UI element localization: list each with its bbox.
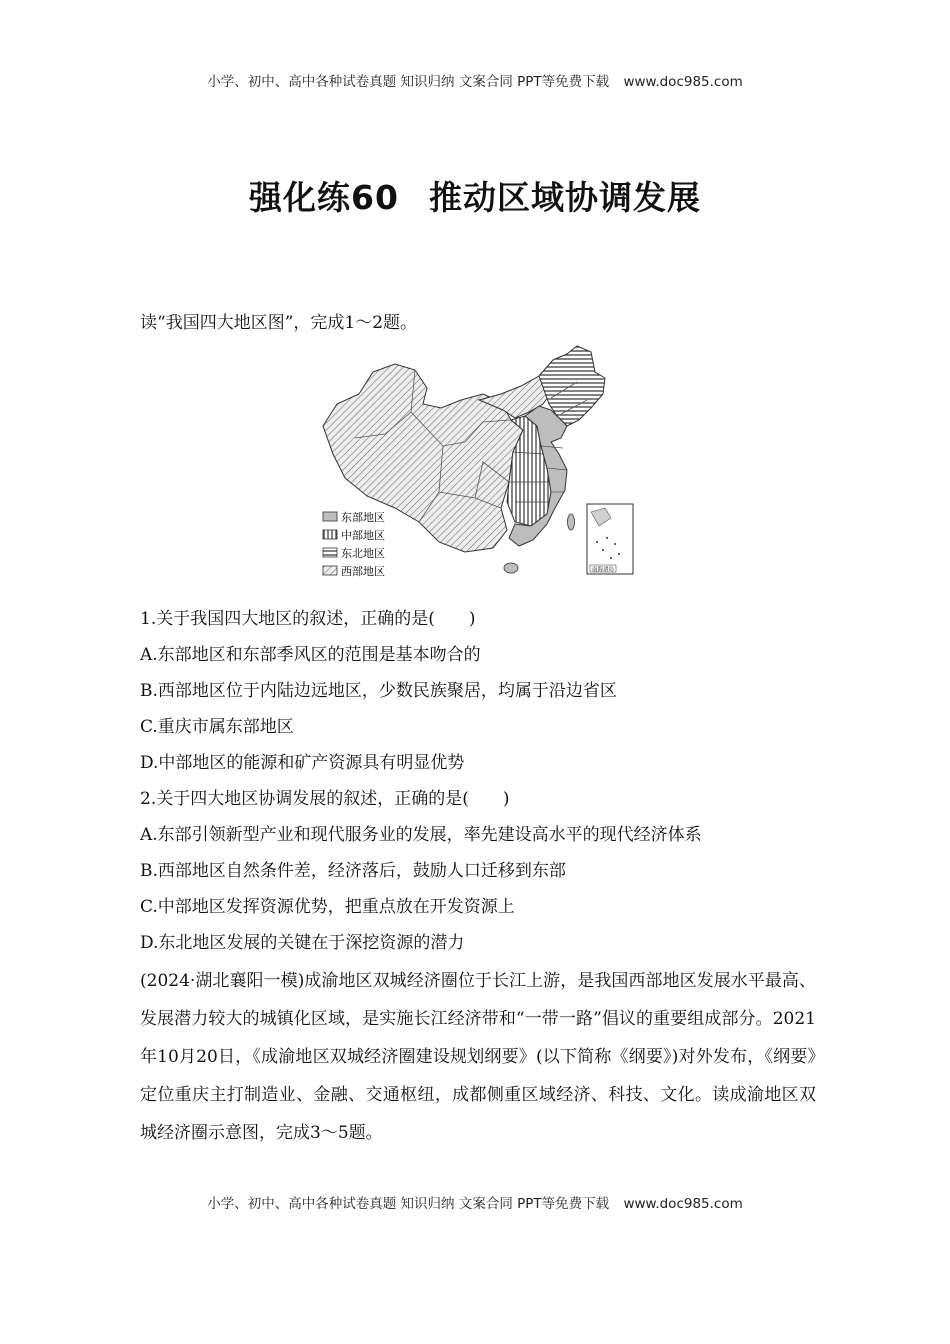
q2-option-b: B.西部地区自然条件差，经济落后，鼓励人口迁移到东部: [140, 861, 566, 881]
question-2-stem: 2.关于四大地区协调发展的叙述，正确的是( ): [140, 789, 510, 809]
taiwan-island: [568, 514, 575, 530]
hainan-island: [504, 563, 518, 573]
q1-option-a: A.东部地区和东部季风区的范围是基本吻合的: [140, 645, 481, 665]
south-china-sea-inset: [587, 504, 633, 574]
legend-west: 西部地区: [341, 565, 385, 578]
china-regions-map: [315, 342, 637, 578]
intro-text: 读“我国四大地区图”，完成1～2题。: [140, 313, 418, 333]
footer-url[interactable]: www.doc985.com: [623, 1196, 743, 1212]
inset-label: 南海诸岛: [592, 567, 615, 573]
title-number: 强化练60: [249, 178, 399, 217]
legend-east: 东部地区: [341, 511, 385, 524]
header-url[interactable]: www.doc985.com: [623, 74, 743, 90]
q2-option-a: A.东部引领新型产业和现代服务业的发展，率先建设高水平的现代经济体系: [140, 825, 702, 845]
page-header: [0, 70, 950, 90]
footer-text: 小学、初中、高中各种试卷真题 知识归纳 文案合同 PPT等免费下载: [207, 1196, 610, 1212]
page-footer: [0, 1192, 950, 1212]
q2-option-c: C.中部地区发挥资源优势，把重点放在开发资源上: [140, 897, 515, 917]
q2-option-d: D.东北地区发展的关键在于深挖资源的潜力: [140, 933, 465, 953]
q1-option-c: C.重庆市属东部地区: [140, 717, 294, 737]
q1-option-d: D.中部地区的能源和矿产资源具有明显优势: [140, 753, 465, 773]
page-title: [0, 172, 950, 219]
legend-northeast: 东北地区: [341, 547, 385, 560]
question-1-stem: 1.关于我国四大地区的叙述，正确的是( ): [140, 609, 476, 629]
legend-central: 中部地区: [341, 529, 385, 542]
q1-option-b: B.西部地区位于内陆边远地区，少数民族聚居，均属于沿边省区: [140, 681, 617, 701]
map-legend: [323, 510, 385, 578]
header-text: 小学、初中、高中各种试卷真题 知识归纳 文案合同 PPT等免费下载: [207, 74, 610, 90]
passage-text: (2024·湖北襄阳一模)成渝地区双城经济圈位于长江上游，是我国西部地区发展水平最高、发展潜力较大的城镇化区域，是实施长江经济带和“一带一路”倡议的重要组成部分。2021年10月20日，《成渝地区双城经济圈建设规划纲要》(以下简称《纲要》)对外发布，《纲要》定位重庆主打制造业、金融、交通枢纽，成都侧重区域经济、科技、文化。读成渝地区双城经济圈示意图，完成3～5题。: [140, 971, 816, 1143]
title-topic: 推动区域协调发展: [428, 178, 701, 217]
